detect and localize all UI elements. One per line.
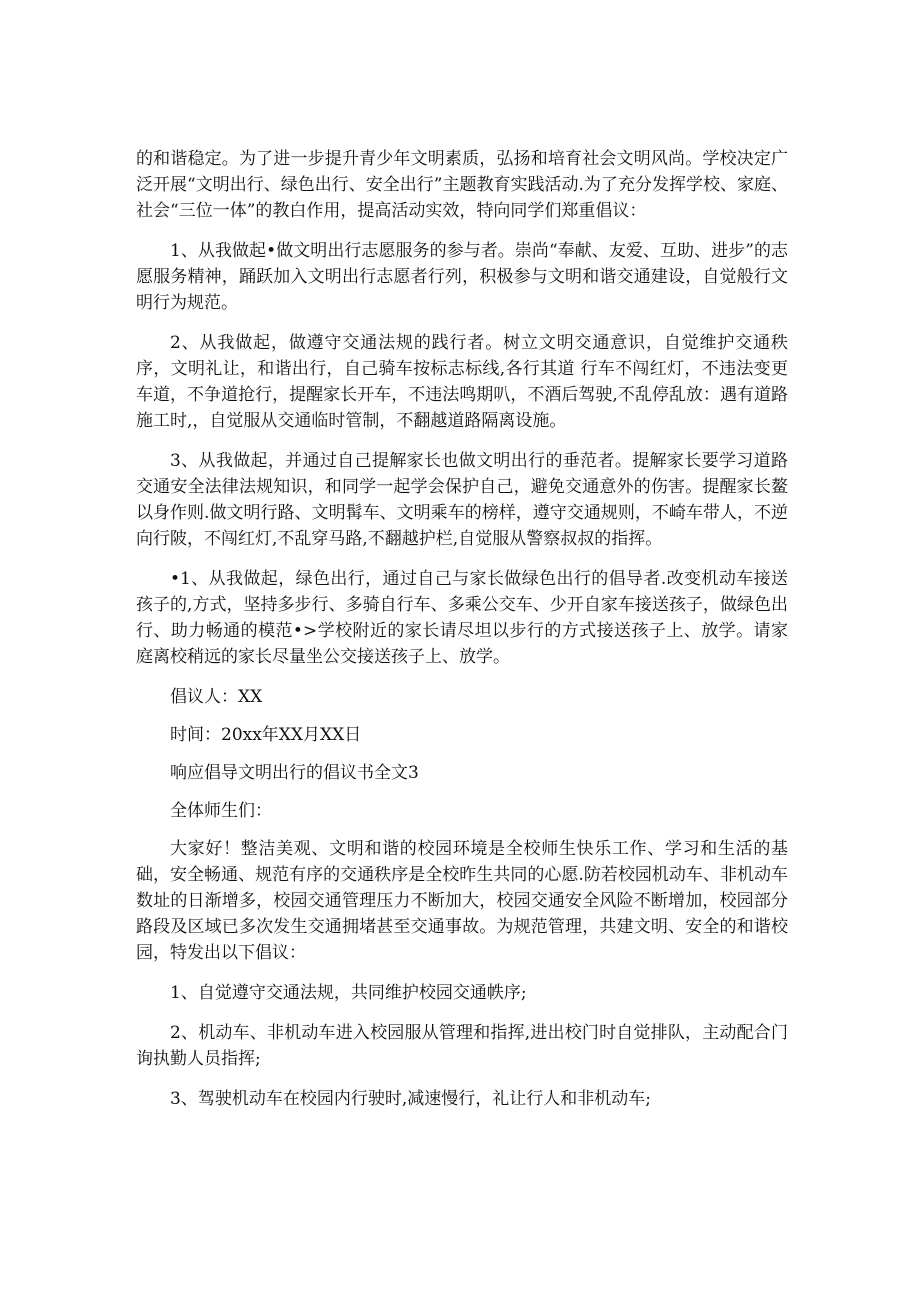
greeting-paragraph: 大家好！整洁美观、文明和谐的校园环境是全校师生快乐工作、学习和生活的基础，安全畅通、规范有序的交通秩序是全校昨生共同的心愿.防若校园机动车、非机动车数址的日渐增多，校园交通管理压力不断加大，校园交通安全风险不断增加，校园部分路段及区域已多次发生交通拥堵甚至交通事故。为规范管理，共建文明、安全的和谐校园，特发出以下倡议： [136, 839, 788, 963]
proposal-item-4: •1、从我做起，绿色出行，通过自己与家长做绿色出行的倡导者.改变机动车接送孩子的,方式，坚持多步行、多骑自行车、多乘公交车、少开自家车接送孩子，做绿色出行、助力畅通的模范•>学校附近的家长请尽坦以步行的方式接送孩子上、放学。请家庭离校稍远的家长尽量坐公交接送孩子上、放学。 [136, 569, 788, 667]
date-line: 时间：20xx年XX月XX日 [170, 725, 362, 745]
proposal-item-1: 1、从我做起•做文明出行志愿服务的参与者。崇尚“奉献、友爱、互助、进步”的志愿服务精神，踊跃加入文明出行志愿者行列，积极参与文明和谐交通建设，自觉般行文明行为规范。 [136, 241, 788, 313]
campus-item-3: 3、驾驶机动车在校园内行驶时,减速慢行，礼让行人和非机动车; [170, 1089, 651, 1109]
section-title: 响应倡导文明出行的倡议书全文3 [170, 763, 419, 783]
proposer-line: 倡议人：XX [170, 687, 263, 707]
intro-paragraph: 的和谐稳定。为了进一步提升青少年文明素质，弘扬和培育社会文明风尚。学校决定广泛开展“文明出行、绿色出行、安全出行”主题教育实践活动.为了充分发挥学校、家庭、社会“三位一体”的教白作用，提高活动实效，特向同学们郑重倡议： [136, 149, 788, 221]
proposal-item-2: 2、从我做起，做遵守交通法规的践行者。树立文明交通意识，自觉维护交通秩序，文明礼让，和谐出行，自己骑车按标志标线,各行其道 行车不闯红灯，不违法变更车道，不争道抢行，提醒家长开车，不违法鸣期叭，不酒后驾驶,不乱停乱放：遇有道路施工时,，自觉服从交通临时管制，不翻越道路隔离设施。 [136, 333, 788, 431]
campus-item-1: 1、自觉遵守交通法规，共同维护校园交通帙序; [170, 983, 527, 1003]
proposal-item-3: 3、从我做起，并通过自己提解家长也做文明出行的垂范者。提解家长要学习道路交通安全法律法规知识，和同学一起学会保护自己，避免交通意外的伤害。提醒家长鳌以身作则.做文明行路、文明髯车、文明乘车的榜样，遵守交通规则，不崎车带人，不逆向行陂，不闯红灯,不乱穿马路,不翻越护栏,自觉服从警察叔叔的指挥。 [136, 451, 788, 549]
document-body [136, 146, 788, 1126]
campus-item-2: 2、机动车、非机动车进入校园服从管理和指挥,进出校门时自觉排队，主动配合门询执勤人员指挥; [136, 1023, 788, 1069]
salutation: 全体师生们： [170, 801, 272, 821]
